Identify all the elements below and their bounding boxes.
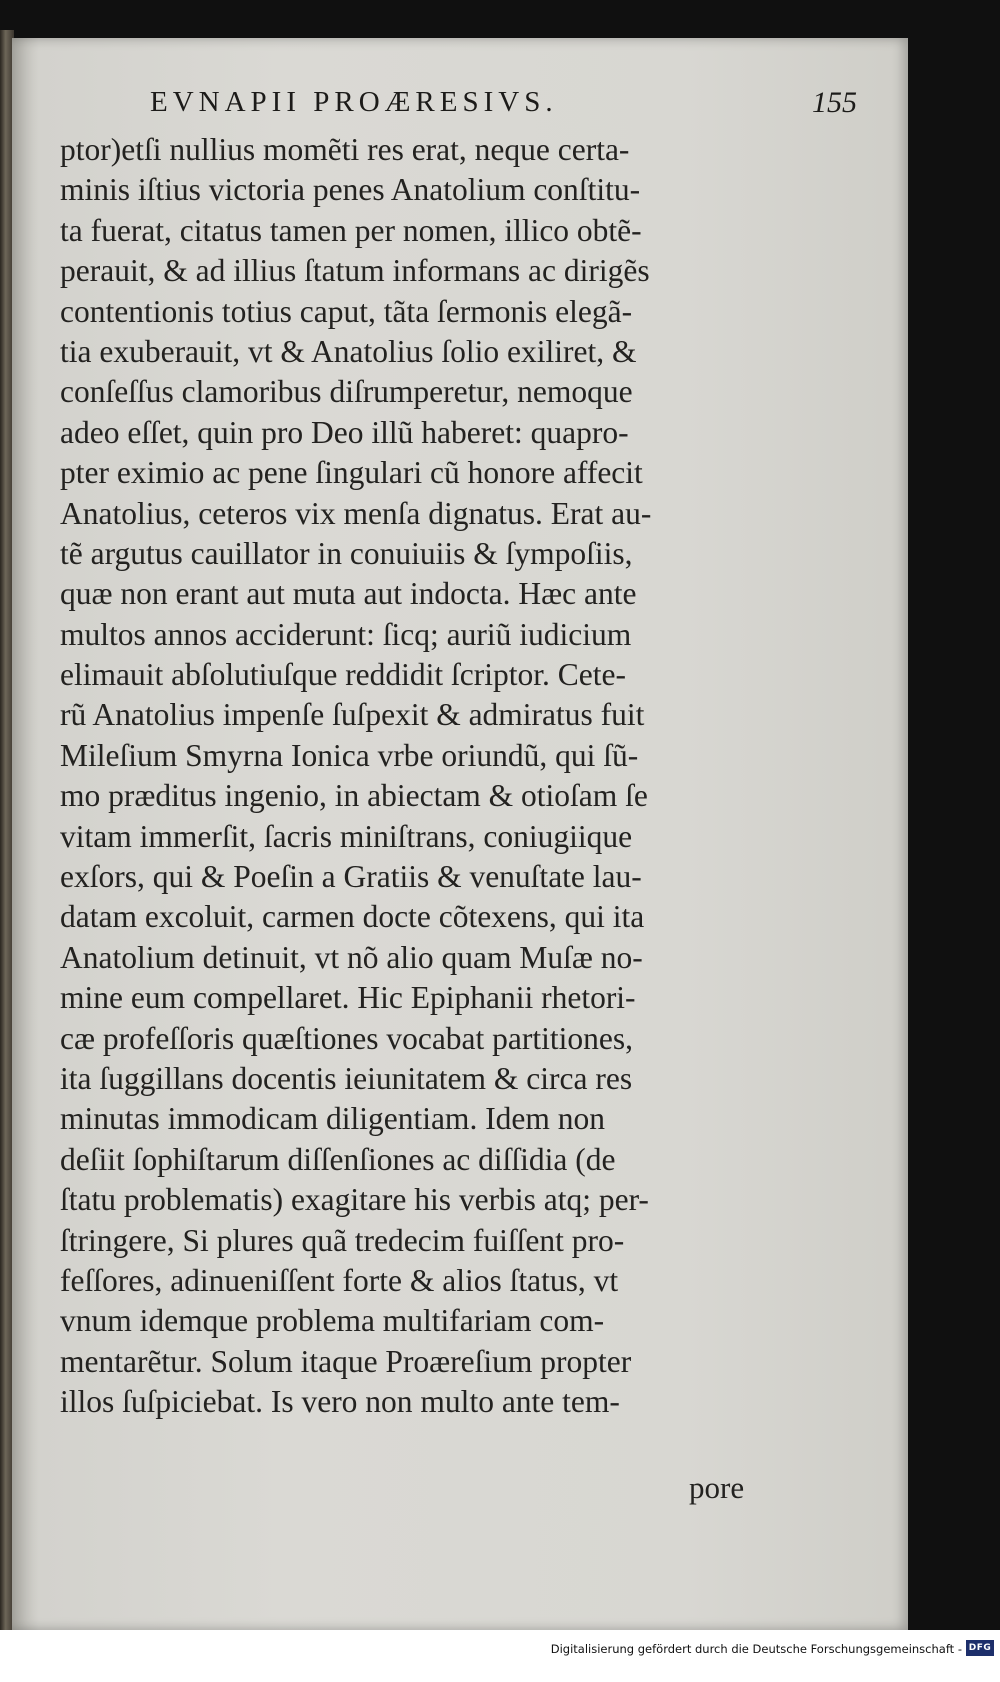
running-head: EVNAPII PROÆRESIVS.: [150, 86, 558, 118]
text-line: mo præditus ingenio, in abiectam & otioſam ſe: [60, 778, 648, 814]
text-line: multos annos acciderunt: ſicq; auriũ iudicium: [60, 616, 632, 652]
text-line: pter eximio ac pene ſingulari cũ honore affecit: [60, 455, 643, 491]
text-line: deſiit ſophiſtarum diſſenſiones ac diſſidia (de: [60, 1141, 616, 1177]
text-line: Anatolium detinuit, vt nõ alio quam Muſæ no-: [60, 939, 643, 975]
text-line: ptor)etſi nullius momẽti res erat, neque certa-: [60, 132, 630, 167]
dfg-logo: DFG: [966, 1640, 994, 1656]
digitization-footer: [0, 1630, 1000, 1682]
text-line: minutas immodicam diligentiam. Idem non: [60, 1101, 606, 1137]
text-line: ita ſuggillans docentis ieiunitatem & circa res: [60, 1060, 633, 1096]
text-line: minis iſtius victoria penes Anatolium conſtitu-: [60, 172, 641, 208]
text-line: tia exuberauit, vt & Anatolius ſolio exiliret, &: [60, 333, 637, 369]
text-line: ſtringere, Si plures quã tredecim fuiſſent pro-: [60, 1222, 625, 1258]
page-body-text: [60, 130, 860, 1423]
text-line: Anatolius, ceteros vix menſa dignatus. Erat au-: [60, 495, 652, 531]
text-line: quæ non erant aut muta aut indocta. Hæc ante: [60, 576, 637, 612]
text-line: Mileſium Smyrna Ionica vrbe oriundũ, qui ſũ-: [60, 737, 639, 773]
text-line: ta fuerat, citatus tamen per nomen, illico obtẽ-: [60, 212, 642, 248]
text-line: elimauit abſolutiuſque reddidit ſcriptor. Cete-: [60, 657, 626, 693]
text-line: mine eum compellaret. Hic Epiphanii rhetori-: [60, 980, 636, 1016]
page-number: 155: [812, 86, 857, 119]
text-line: conſeſſus clamoribus diſrumperetur, nemoque: [60, 374, 633, 410]
text-line: perauit, & ad illius ſtatum informans ac dirigẽs: [60, 253, 650, 289]
text-line: datam excoluit, carmen docte cõtexens, qui ita: [60, 899, 645, 935]
text-line: exſors, qui & Poeſin a Gratiis & venuſtate lau-: [60, 859, 642, 895]
text-line: vnum idemque problema multifariam com-: [60, 1303, 605, 1339]
text-line: illos ſuſpiciebat. Is vero non multo ante tem-: [60, 1384, 620, 1420]
text-line: rũ Anatolius impenſe ſuſpexit & admiratus fuit: [60, 697, 645, 733]
text-line: ſtatu problematis) exagitare his verbis atq; per-: [60, 1182, 649, 1218]
book-page: [12, 38, 908, 1630]
text-line: cæ profeſſoris quæſtiones vocabat partitiones,: [60, 1020, 633, 1056]
catchword: pore: [689, 1470, 745, 1505]
text-line: adeo eſſet, quin pro Deo illũ haberet: quapro-: [60, 414, 629, 450]
text-line: vitam immerſit, ſacris miniſtrans, coniugiique: [60, 818, 633, 854]
text-line: tẽ argutus cauillator in conuiuiis & ſympoſiis,: [60, 535, 633, 571]
text-line: contentionis totius caput, tãta ſermonis elegã-: [60, 293, 633, 329]
text-line: feſſores, adinueniſſent forte & alios ſtatus, vt: [60, 1262, 619, 1298]
funding-credit: Digitalisierung gefördert durch die Deutsche Forschungsgemeinschaft -: [550, 1642, 962, 1656]
text-line: mentarẽtur. Solum itaque Proæreſium propter: [60, 1343, 632, 1379]
